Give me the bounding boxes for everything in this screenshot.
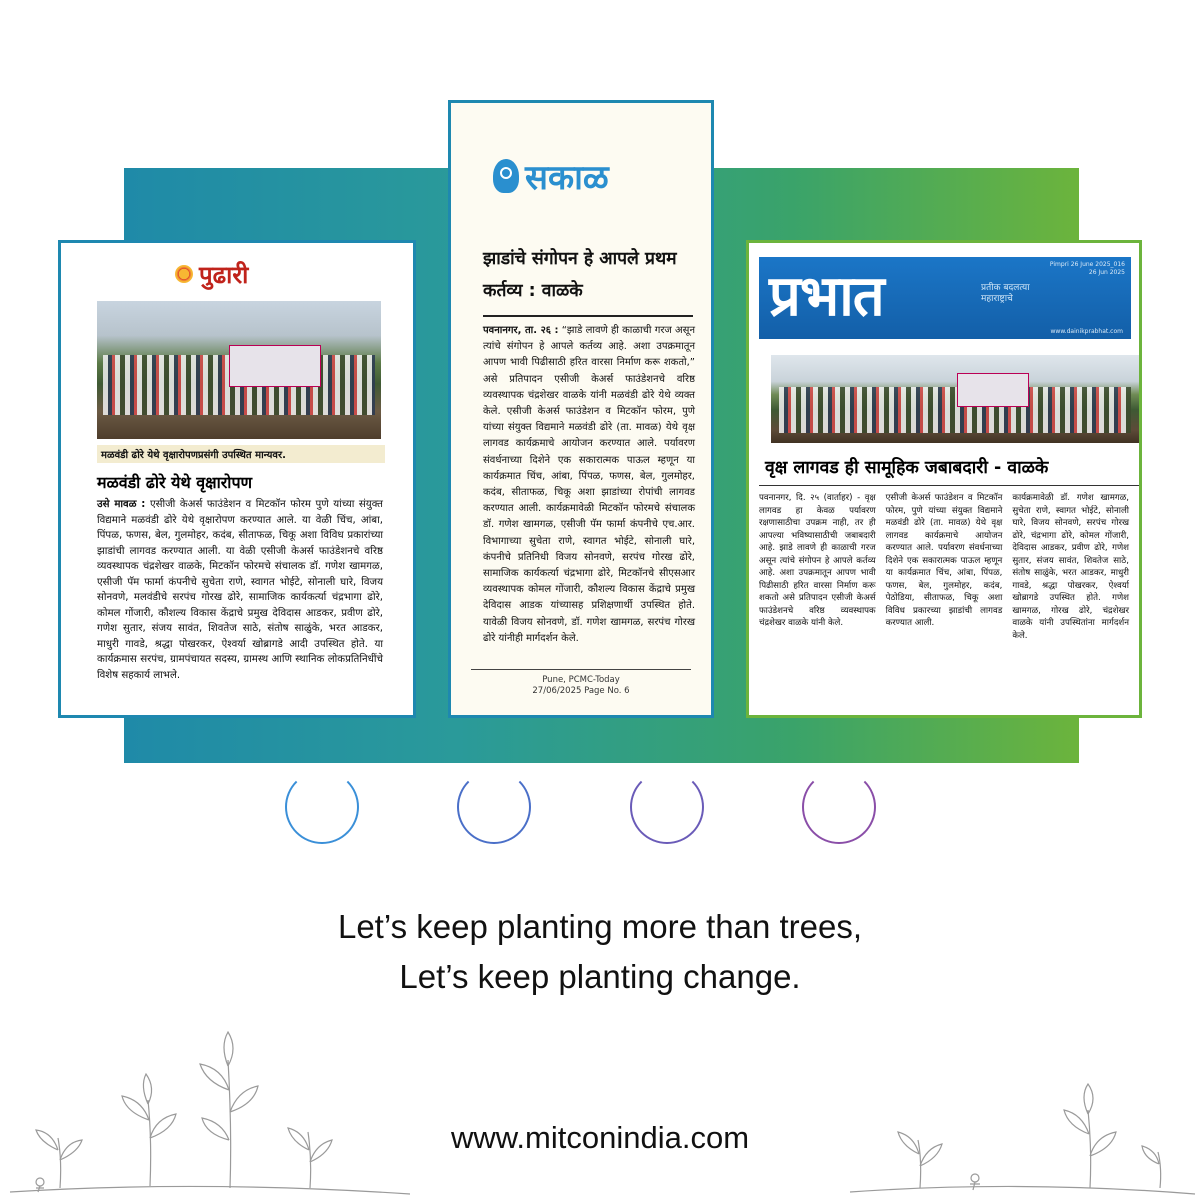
prabhat-column-1: पवनानगर, दि. २५ (वार्ताहर) - वृक्ष लागवड हा केवळ पर्यावरण रक्षणासाठीचा उपक्रम नाही, तर ही आपल्या भविष्यासाठीची जबाबदारी आहे. झाडे लावणे ही काळाची गरज असून त्यांचे संगोपन हे आपले कर्तव्य आहे. अशा उपक्रमातून आपण भावी पिढीसाठी हरित वारसा निर्माण करू शकतो असे प्रतिपादन एसीजी केअर्स फाउंडेशनचे वरिष्ठ व्यवस्थापक चंद्रशेखर वाळके यांनी केले. <box>759 493 876 628</box>
prabhat-tagline: प्रतीक बदलत्या महाराष्ट्राचे <box>981 283 1030 304</box>
prabhat-edition-meta: Pimpri 26 June 2025_016 26 Jun 2025 <box>1049 261 1125 276</box>
left-sapling-sketch-icon <box>0 1020 420 1200</box>
prabhat-headline: वृक्ष लागवड ही सामूहिक जबाबदारी - वाळके <box>765 458 1049 478</box>
tagline-line-1: Let’s keep planting more than trees, <box>337 908 863 945</box>
prabhat-clipping <box>746 240 1142 718</box>
right-sapling-sketch-icon <box>840 1080 1200 1200</box>
pudhari-sun-logo-icon <box>175 265 193 283</box>
prabhat-title: प्रभात <box>769 263 884 329</box>
sakal-title: सकाळ <box>525 158 609 198</box>
pudhari-dateline: उसे मावळ : <box>97 499 146 510</box>
prabhat-group-photo <box>771 355 1139 443</box>
prabhat-website: www.dainikprabhat.com <box>1050 328 1123 335</box>
pudhari-body-text: एसीजी केअर्स फाउंडेशन व मिटकॉन फोरम पुणे यांच्या संयुक्त विद्यमाने मळवंडी ढोरे येथे वृक्षारोपण करण्यात आले. या वेळी चिंच, आंबा, पिंपळ, फणस, बेल, गुलमोहर, कदंब, सीताफळ, चिकू अशा विविध प्रकारांच्या झाडांची लागवड करण्यात आली. या वेळी एसीजी केअर्स फाउंडेशनचे वरिष्ठ व्यवस्थापक चंद्रशेखर वाळके, मिटकॉन फोरमचे संचालक डॉ. गणेश खामगळ, एसीजी पॅम फार्मा कंपनीचे सुचेता राणे, स्वागत भोईटे, सोनाली घारे, विजय सोनवणे, मलवंडीचे सरपंच गोरख ढोरे, सामाजिक कार्यकर्त्या चंद्रभागा ढोरे, कोमल गोंजारी, कौशल्य विकास केंद्राचे प्रमुख देविदास आडकर, प्रवीण ढोरे, गणेश सुतार, संजय सावंत, शिवतेज साठे, संतोष साळुंके, भरत आडकर, माधुरी गावडे, श्रद्धा पोखरकर, ऐश्वर्या खोब्रागडे आदी उपस्थित होते. या कार्यक्रमास सरपंच, ग्रामपंचायत सदस्य, ग्रामस्थ आणि स्थानिक लोकप्रतिनिधींचे विशेष सहकार्य लाभले. <box>97 499 383 681</box>
pudhari-group-photo <box>97 301 381 439</box>
decorative-ring-4 <box>802 770 876 844</box>
prabhat-article-columns <box>759 492 1129 642</box>
prabhat-column-2: एसीजी केअर्स फाउंडेशन व मिटकॉन फोरम, पुणे यांच्या संयुक्त विद्यमाने मळवंडी ढोरे (ता. मावळ) येथे वृक्ष लागवड कार्यक्रमाचे आयोजन करण्यात आले. पर्यावरण संवर्धनाच्या दिशेने एक सकारात्मक पाऊल म्हणून या कार्यक्रमात चिंच, आंबा, पिंपळ, फणस, बेल, गुलमोहर, कदंब, पेठोडिया, सीताफळ, चिकू अशा विविध प्रकारच्या झाडांची लागवड करण्यात आली. <box>885 493 1003 628</box>
pudhari-masthead <box>175 257 401 291</box>
prabhat-column-3: कार्यक्रमावेळी डॉ. गणेश खामगळ, सुचेता राणे, स्वागत भोईटे, सोनाली घारे, विजय सोनवणे, सरपंच गोरख ढोरे, चंद्रभागा ढोरे, कोमल गोंजारी, देविदास आडकर, प्रवीण ढोरे, गणेश सुतार, संजय सावंत, शिवतेज साठे, संतोष साळुंके, भरत आडकर, माधुरी गावडे, श्रद्धा पोखरकर, ऐश्वर्या खोब्रागडे उपस्थित होते. गणेश खामगळ, गोरख ढोरे, चंद्रशेखर वाळके यांनी उपस्थितांना मार्गदर्शन केले. <box>1012 493 1130 641</box>
tagline-line-2: Let’s keep planting change. <box>399 958 801 995</box>
prabhat-masthead <box>759 257 1131 339</box>
sakal-headline: झाडांचे संगोपन हे आपले प्रथम कर्तव्य : वाळके <box>483 249 677 301</box>
decorative-ring-1 <box>285 770 359 844</box>
website-link[interactable]: www.mitconindia.com <box>450 1120 750 1155</box>
sakal-footer-source: Pune, PCMC-Today <box>542 675 620 685</box>
pudhari-headline: मळवंडी ढोरे येथे वृक्षारोपण <box>97 473 253 492</box>
pudhari-clipping <box>58 240 416 718</box>
sakal-masthead <box>493 153 701 199</box>
sakal-footer <box>451 675 711 697</box>
pudhari-article-body <box>97 497 383 683</box>
sakal-article-body <box>483 323 695 647</box>
sakal-body-text: “झाडे लावणे ही काळाची गरज असून त्यांचे संगोपन हे आपले कर्तव्य आहे. अशा उपक्रमातून आपण भावी पिढीसाठी हरित वारसा निर्माण करू शकतो,” असे प्रतिपादन एसीजी केअर्स फाउंडेशनचे वरिष्ठ व्यवस्थापक चंद्रशेखर वाळके यांनी मळवंडी ढोरे येथे व्यक्त केले. एसीजी केअर्स फाउंडेशन व मिटकॉन फोरम, पुणे यांच्या संयुक्त विद्यमाने मळवंडी ढोरे (ता. मावळ) येथे वृक्ष लागवड कार्यक्रमाचे आयोजन करण्यात आले. पर्यावरण संवर्धनाच्या दिशेने एक सकारात्मक पाऊल म्हणून या कार्यक्रमात चिंच, आंबा, पिंपळ, फणस, बेल, गुलमोहर, कदंब, सीताफळ, चिकू अशा झाडांच्या रोपांची लागवड करण्यात आली. कार्यक्रमावेळी मिटकॉन फोरमचे संचालक डॉ. गणेश खामगळ, एसीजी पॅम फार्मा कंपनीचे एच.आर. विभागाच्या सुचेता राणे, स्वागत भोईटे, सोनाली घारे, कंपनीचे प्रतिनिधी विजय सोनवणे, सरपंच गोरख ढोरे, सामाजिक कार्यकर्त्या चंद्रभागा ढोरे, मिटकॉनचे सीएसआर व्यवस्थापक कोमल गोंजारी, कौशल्य विकास केंद्राचे प्रमुख देविदास आडक यांच्यासह प्रशिक्षणार्थी उपस्थित होते. यावेळी विजय सोनवणे, डॉ. गणेश खामगळ, सरपंच गोरख ढोरे यांनीही मार्गदर्शन केले. <box>483 325 695 644</box>
sakal-clipping <box>448 100 714 718</box>
sakal-logo-icon <box>493 159 519 193</box>
sakal-footer-divider <box>471 669 691 670</box>
prabhat-divider <box>759 485 1139 486</box>
pudhari-title: पुढारी <box>199 259 249 289</box>
sakal-footer-date: 27/06/2025 Page No. 6 <box>532 686 630 696</box>
decorative-ring-2 <box>457 770 531 844</box>
sakal-dateline: पवनानगर, ता. २६ : <box>483 325 559 336</box>
sakal-divider <box>483 315 693 317</box>
pudhari-photo-caption: मळवंडी ढोरे येथे वृक्षारोपणप्रसंगी उपस्थित मान्यवर. <box>97 445 385 463</box>
decorative-ring-3 <box>630 770 704 844</box>
